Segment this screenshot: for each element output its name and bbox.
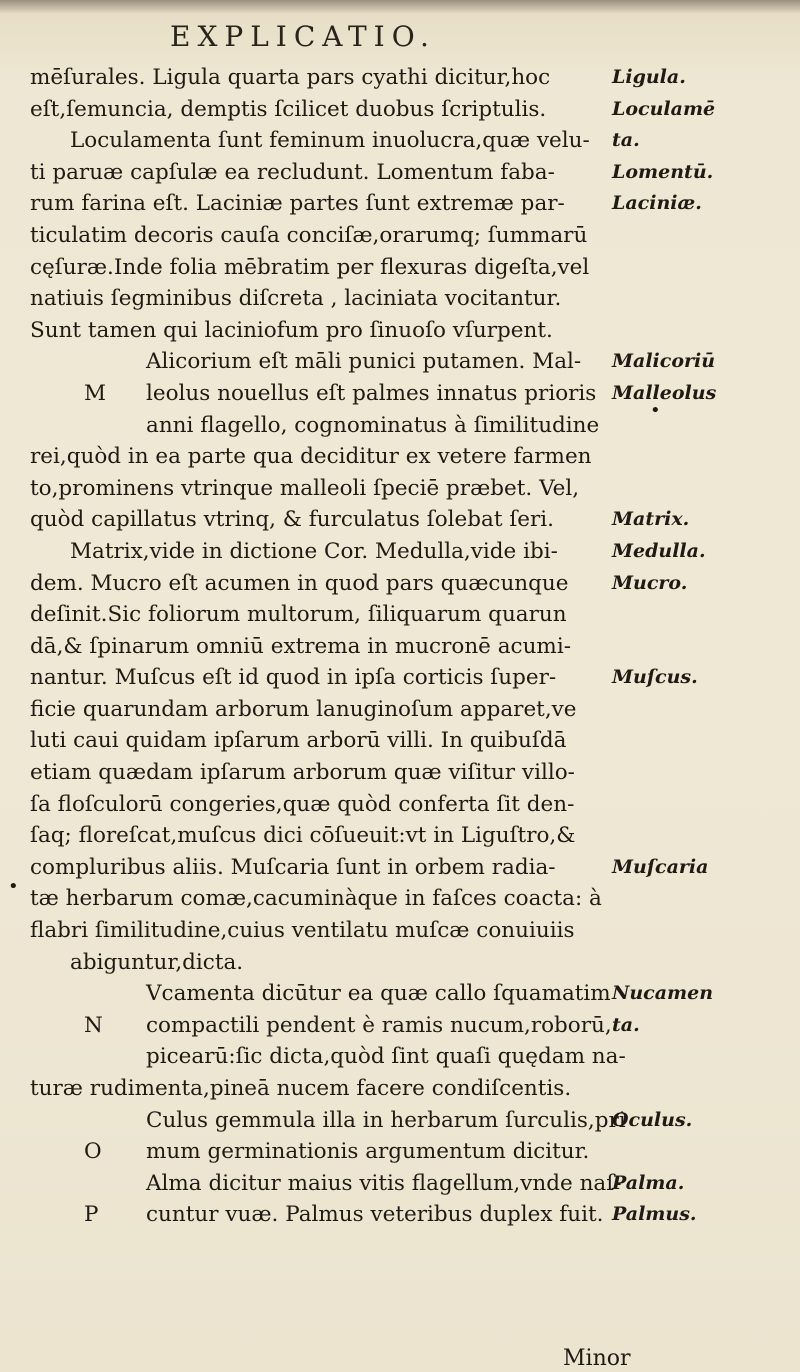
text-line-content: ticulatim decoris cauſa conciſæ,orarumq; ſummarū: [30, 222, 588, 248]
text-line: [30, 820, 628, 852]
text-line-content: ti paruæ capſulæ ea recludunt. Lomentum faba-: [30, 159, 555, 185]
catchword: Minor: [563, 1346, 631, 1371]
text-line: [30, 157, 628, 189]
text-line-content: deſinit.Sic foliorum multorum, ſiliquarum quarun: [30, 602, 567, 628]
margin-dot-mark: •: [650, 400, 661, 421]
text-line-content: mēſurales. Ligula quarta pars cyathi dicitur,hoc: [30, 65, 551, 90]
text-line: [30, 1168, 628, 1200]
text-line: [30, 1199, 628, 1231]
text-line: [30, 915, 628, 947]
text-line: [30, 599, 628, 631]
text-line: [30, 694, 628, 726]
margin-note: Palma.: [612, 1171, 685, 1194]
section-initial-letter: P: [84, 1202, 99, 1228]
text-line-content: cuntur vuæ. Palmus veteribus duplex fuit.: [146, 1202, 604, 1228]
text-line: [30, 125, 628, 157]
text-line: [30, 473, 628, 505]
margin-note: ta.: [612, 1013, 640, 1036]
margin-note: Palmus.: [612, 1203, 697, 1226]
margin-note: Oculus.: [612, 1108, 693, 1131]
text-line-content: Culus gemmula illa in herbarum ſurculis,pri: [146, 1107, 626, 1133]
margin-notes: [612, 62, 792, 1231]
text-line-content: nantur. Muſcus eſt id quod in ipſa corticis ſuper-: [30, 665, 557, 691]
text-line-content: dem. Mucro eſt acumen in quod pars quæcunque: [30, 570, 569, 596]
text-line: [30, 346, 628, 378]
section-initial-letter: O: [84, 1139, 102, 1165]
text-line: [30, 568, 628, 600]
margin-note: Loculamē: [612, 97, 716, 120]
margin-note: ta.: [612, 129, 640, 152]
text-line-content: abiguntur,dicta.: [70, 949, 244, 975]
text-line-content: turæ rudimenta,pineā nucem facere condiſcentis.: [30, 1076, 572, 1101]
text-line: [30, 94, 628, 126]
text-line-content: ficie quarundam arborum lanuginoſum apparet,ve: [30, 696, 577, 722]
section-initial-letter: M: [84, 380, 107, 406]
text-line: [30, 978, 628, 1010]
text-line-content: luti caui quidam ipſarum arborū villi. In quibuſdā: [30, 728, 567, 754]
text-line: [30, 62, 628, 94]
margin-note: Malleolus: [612, 381, 717, 404]
text-line: [30, 1073, 628, 1105]
text-line: [30, 378, 628, 410]
text-line-content: picearū:ſic dicta,quòd ſint quaſi quędam na-: [146, 1044, 626, 1070]
text-line: [30, 631, 628, 663]
text-line-content: anni flagello, cognominatus à ſimilitudine: [146, 412, 600, 438]
text-line: [30, 536, 628, 568]
text-line-content: Loculamenta ſunt feminum inuolucra,quæ velu-: [70, 128, 590, 154]
text-line: [30, 188, 628, 220]
text-line-content: Alma dicitur maius vitis flagellum,vnde naſ-: [146, 1170, 622, 1196]
page-edge-shadow: [0, 0, 800, 14]
text-line-content: ſa floſculorū congeries,quæ quòd conferta ſit den-: [30, 791, 575, 817]
text-line: [30, 315, 628, 347]
text-line-content: ſaq; floreſcat,muſcus dici cōſueuit:vt in Liguſtro,&: [30, 823, 576, 849]
text-line-content: rum farina eſt. Laciniæ partes ſunt extremæ par-: [30, 191, 565, 217]
text-line: [30, 883, 628, 915]
main-text-block: [30, 62, 628, 1231]
text-line-content: flabri ſimilitudine,cuius ventilatu muſcæ conuiuiis: [30, 918, 575, 944]
text-line: [30, 1105, 628, 1137]
margin-note: Mucro.: [612, 571, 688, 594]
section-initial-letter: N: [84, 1012, 103, 1038]
text-line: [30, 662, 628, 694]
margin-dot-mark: •: [8, 876, 19, 897]
text-line: [30, 852, 628, 884]
text-line: [30, 757, 628, 789]
margin-note: Muſcaria: [612, 855, 709, 878]
text-line: [30, 220, 628, 252]
text-line-content: quòd capillatus vtrinq, & furculatus ſolebat ſeri.: [30, 507, 555, 533]
text-line-content: leolus nouellus eſt palmes innatus prioris: [146, 380, 597, 406]
margin-note: Nucamen: [612, 982, 714, 1005]
margin-note: Laciniæ.: [612, 192, 702, 215]
text-line-content: compactili pendent è ramis nucum,roborū,: [146, 1012, 612, 1038]
text-line: [30, 947, 628, 979]
text-line: [30, 504, 628, 536]
margin-note: Matrix.: [612, 508, 690, 531]
text-line: [30, 441, 628, 473]
text-line-content: mum germinationis argumentum dicitur.: [146, 1139, 590, 1165]
text-line-content: tæ herbarum comæ,cacuminàque in faſces coacta: à: [30, 886, 602, 912]
text-line: [30, 1136, 628, 1168]
text-line-content: natiuis ſegminibus diſcreta , laciniata vocitantur.: [30, 286, 562, 312]
text-line-content: Matrix,vide in dictione Cor. Medulla,vide ibi-: [70, 538, 558, 564]
text-line: [30, 1010, 628, 1042]
text-line-content: dā,& ſpinarum omniū extrema in mucronē acumi-: [30, 633, 571, 659]
text-line-content: etiam quædam ipſarum arborum quæ viſitur villo-: [30, 760, 575, 786]
page-header-title: EXPLICATIO.: [170, 20, 436, 53]
text-line: [30, 283, 628, 315]
text-line-content: Alicorium eſt māli punici putamen. Mal-: [146, 349, 582, 375]
text-line-content: rei,quòd in ea parte qua deciditur ex vetere farmen: [30, 444, 592, 470]
margin-note: Malicoriū: [612, 350, 716, 373]
text-line-content: to,prominens vtrinque malleoli ſpeciē præbet. Vel,: [30, 475, 580, 501]
margin-note: Medulla.: [612, 539, 706, 562]
margin-note: Ligula.: [612, 66, 686, 88]
margin-note: Muſcus.: [612, 666, 698, 689]
text-line-content: compluribus aliis. Muſcaria ſunt in orbem radia-: [30, 854, 556, 880]
text-line: [30, 789, 628, 821]
text-line: [30, 725, 628, 757]
margin-note: Lomentū.: [612, 160, 714, 183]
text-line-content: cęſuræ.Inde folia mēbratim per flexuras digeſta,vel: [30, 254, 590, 280]
text-line: [30, 1041, 628, 1073]
text-line: [30, 252, 628, 284]
text-line-content: eſt,ſemuncia, demptis ſcilicet duobus ſcriptulis.: [30, 96, 547, 122]
text-line: [30, 410, 628, 442]
text-line-content: Sunt tamen qui laciniofum pro ſinuoſo vſurpent.: [30, 317, 553, 343]
text-line-content: Vcamenta dicūtur ea quæ callo ſquamatim: [146, 981, 611, 1007]
